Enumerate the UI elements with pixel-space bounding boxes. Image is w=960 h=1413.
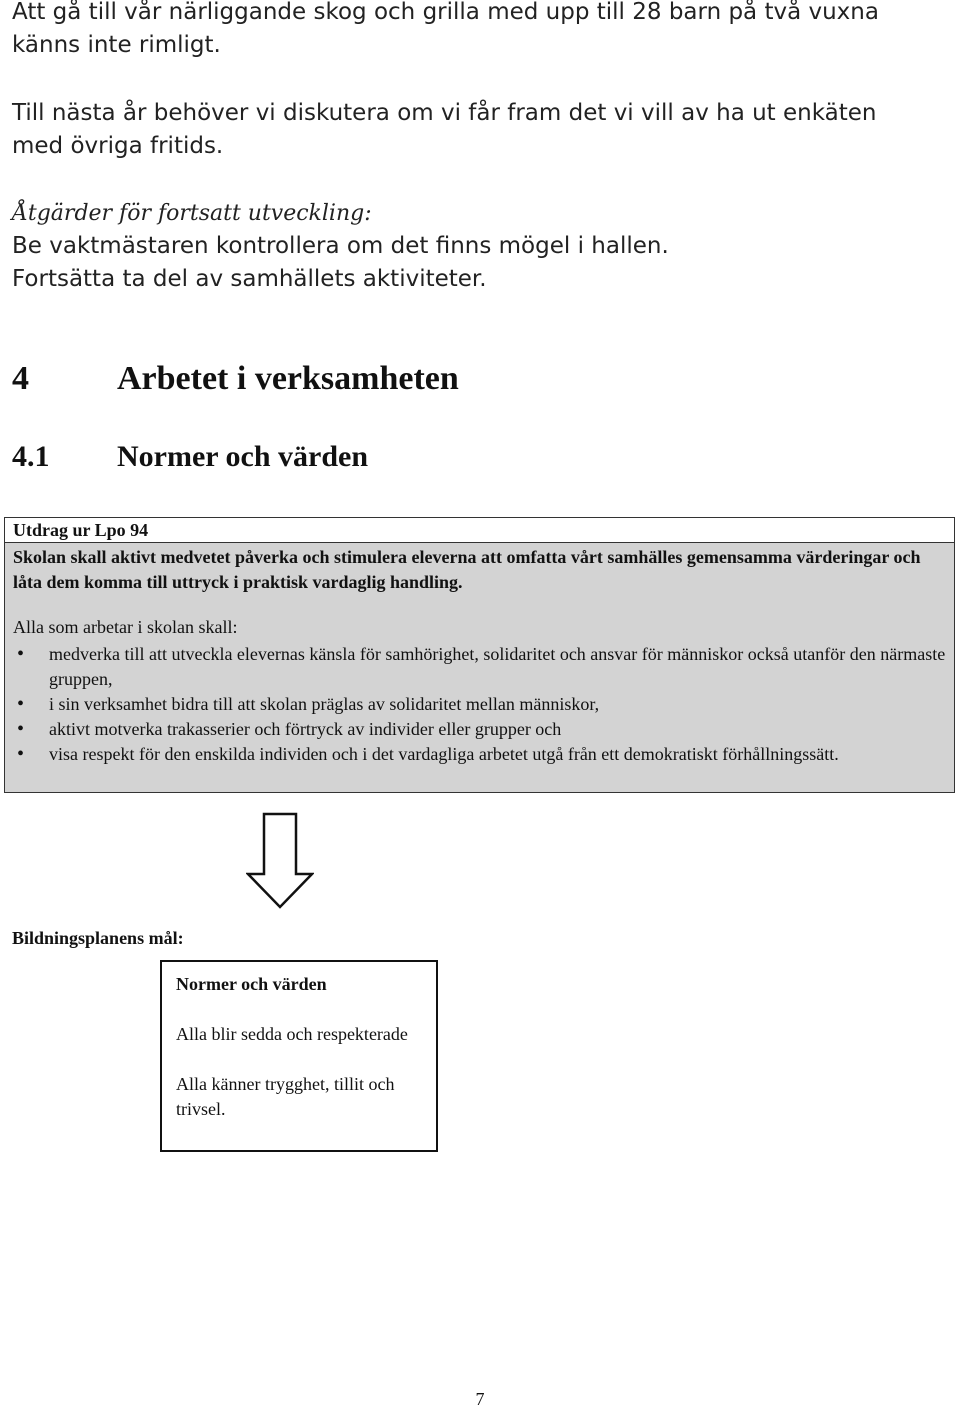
actions-line-2: Fortsätta ta del av samhällets aktiviteter. <box>12 266 487 292</box>
bullet-icon: • <box>17 743 25 765</box>
bildningsplan-heading: Normer och värden <box>176 974 327 994</box>
bildningsplan-goal-2: Alla känner trygghet, tillit och trivsel. <box>176 1074 395 1119</box>
quote-title: Utdrag ur Lpo 94 <box>5 518 954 543</box>
bildningsplan-label: Bildningsplanens mål: <box>12 928 184 948</box>
actions-line-1: Be vaktmästaren kontrollera om det finns mögel i hallen. <box>12 233 669 259</box>
list-item <box>13 642 946 692</box>
lpo-quote-box <box>4 517 955 793</box>
paragraph-grill: Att gå till vår närliggande skog och grilla med upp till 28 barn på två vuxna känns inte rimligt. <box>12 0 879 58</box>
page-number: 7 <box>475 1389 485 1409</box>
paragraph-survey: Till nästa år behöver vi diskutera om vi får fram det vi vill av ha ut enkäten med övriga fritids. <box>12 100 877 159</box>
down-arrow-icon <box>246 812 314 910</box>
list-item-text: medverka till att utveckla elevernas känsla för samhörighet, solidaritet och ansvar för människor också utanför den närmaste gruppen, <box>49 644 946 689</box>
quote-lead: Skolan skall aktivt medvetet påverka och stimulera eleverna att omfatta vårt samhälles gemensamma värderingar och låta dem komma till uttryck i praktisk vardaglig handling. <box>13 547 921 592</box>
list-item-text: i sin verksamhet bidra till att skolan präglas av solidaritet mellan människor, <box>49 694 600 714</box>
subsection-title: Normer och värden <box>117 440 369 473</box>
quote-subheading: Alla som arbetar i skolan skall: <box>13 617 238 637</box>
list-item-text: visa respekt för den enskilda individen och i det vardagliga arbetet utgå från ett demokratiskt förhållningssätt. <box>49 744 839 764</box>
list-item <box>13 717 946 742</box>
bildningsplan-box <box>160 960 438 1152</box>
section-number: 4 <box>12 360 29 397</box>
actions-heading: Åtgärder för fortsatt utveckling: <box>12 201 372 226</box>
subsection-number: 4.1 <box>12 440 50 473</box>
quote-list <box>5 642 954 767</box>
list-item <box>13 742 946 767</box>
bullet-icon: • <box>17 718 25 740</box>
list-item <box>13 692 946 717</box>
bullet-icon: • <box>17 643 25 665</box>
section-heading <box>12 360 459 398</box>
bildningsplan-goal-1: Alla blir sedda och respekterade <box>176 1024 408 1044</box>
actions-block <box>12 197 912 296</box>
section-title: Arbetet i verksamheten <box>117 360 459 397</box>
bullet-icon: • <box>17 693 25 715</box>
list-item-text: aktivt motverka trakasserier och förtryck av individer eller grupper och <box>49 719 562 739</box>
subsection-heading <box>12 440 368 474</box>
